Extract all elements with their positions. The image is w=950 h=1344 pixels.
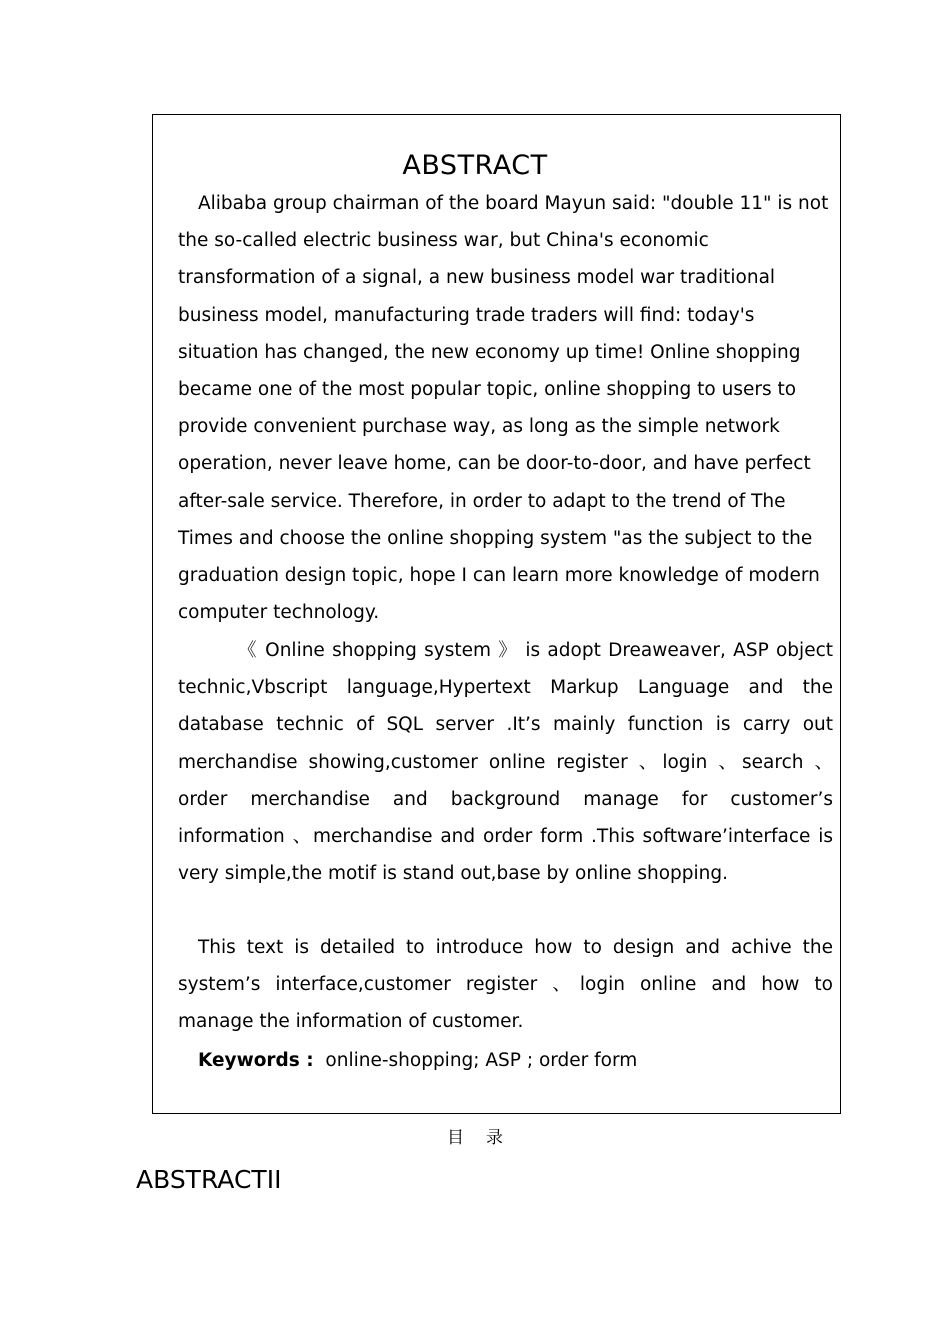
abstract-paragraph-3: This text is detailed to introduce how to design and achive the system’s interface,customer register 、login online and how to manage the information of customer.	[178, 937, 833, 1033]
abstract-paragraph-2: 《 Online shopping system 》 is adopt Dreaweaver, ASP object technic,Vbscript language,Hypertext Markup Language and the database technic of SQL server .It’s mainly function is carry out merchandise showing,customer online register 、login 、search 、order merchandise and background manage for customer’s information 、merchandise and order form .This software’interface is very simple,the motif is stand out,base by online shopping.	[178, 640, 833, 885]
keywords-value: online-shopping; ASP ; order form	[325, 1050, 638, 1071]
abstract-paragraph-1: Alibaba group chairman of the board Mayun said: "double 11" is not the so-called electric business war, but China's economic transformation of a signal, a new business model war traditional business model, manufacturing trade traders will find: today's situation has changed, the new economy up time! Online shopping became one of the most popular topic, online shopping to users to provide convenient purchase way, as long as the simple network operation, never leave home, can be door-to-door, and have perfect after-sale service. Therefore, in order to adapt to the trend of The Times and choose the online shopping system "as the subject to the graduation design topic, hope I can learn more knowledge of modern computer technology.	[178, 193, 829, 624]
toc-title: 目录	[447, 1128, 525, 1148]
toc-entry-abstract[interactable]: ABSTRACTII	[136, 1165, 282, 1194]
keywords-line	[198, 1042, 637, 1079]
abstract-title: ABSTRACT	[402, 150, 548, 181]
keywords-label: Keywords :	[198, 1050, 314, 1071]
